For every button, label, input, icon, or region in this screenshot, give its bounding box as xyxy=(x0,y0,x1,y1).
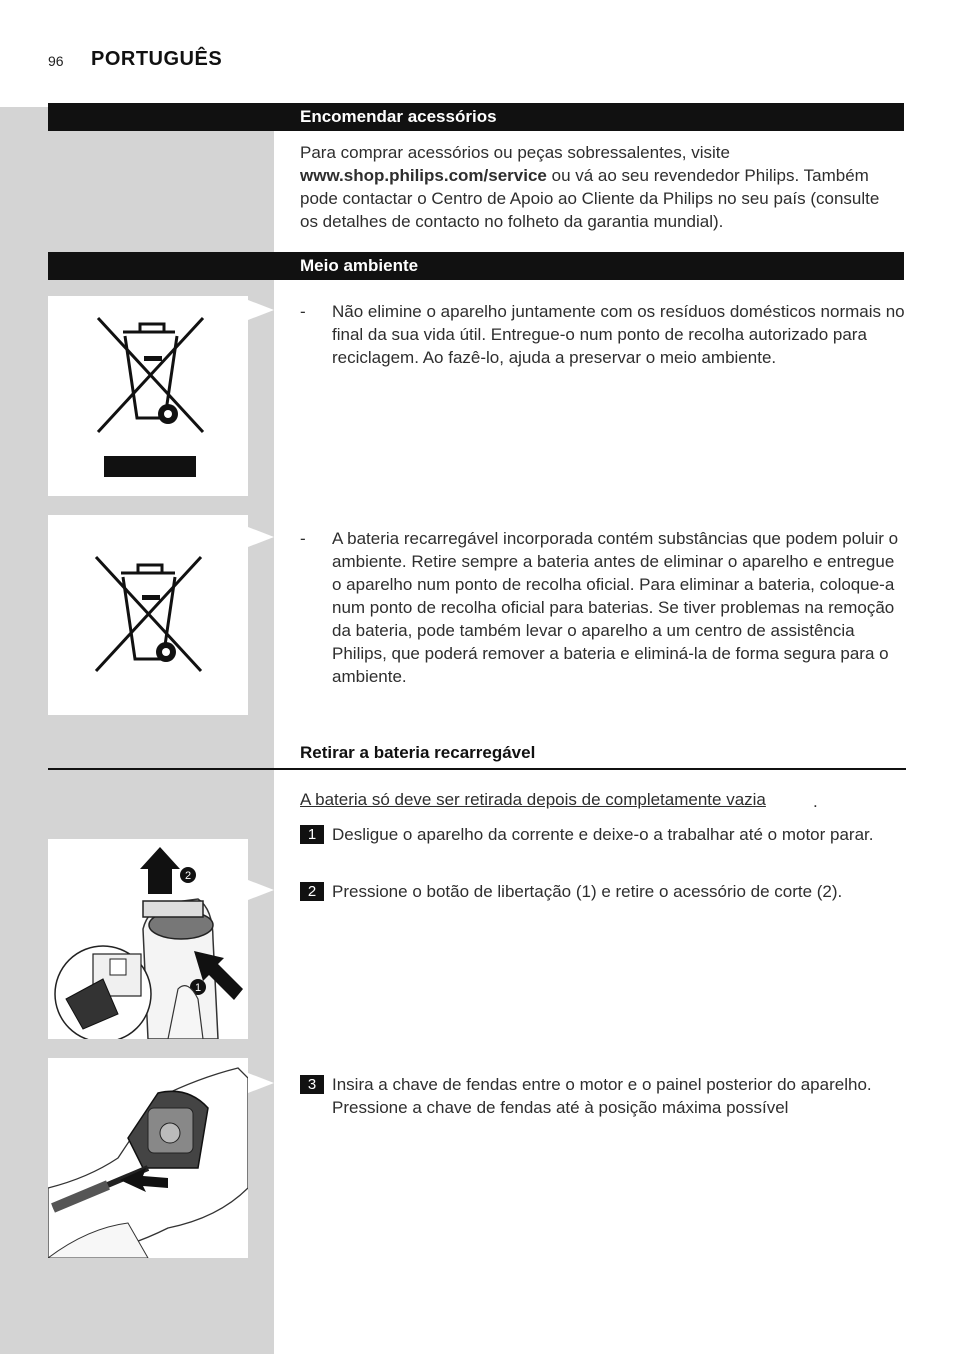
environment-bullet-1 xyxy=(300,300,907,369)
crossed-bin-icon xyxy=(48,296,248,496)
section-title-accessories: Encomendar acessórios xyxy=(300,107,497,126)
callout-1: 1 xyxy=(194,982,202,994)
page-number: 96 xyxy=(48,53,64,69)
image-pointer xyxy=(248,300,274,320)
section-bar-environment xyxy=(48,252,904,280)
screwdriver-illustration xyxy=(48,1058,248,1258)
note-text: A bateria só deve ser retirada depois de completamente vazia xyxy=(300,790,766,809)
step-1-text: Desligue o aparelho da corrente e deixe-o a trabalhar até o motor parar. xyxy=(332,825,874,844)
crossed-bin-with-bar-image xyxy=(48,296,248,496)
image-pointer xyxy=(248,880,274,900)
step-3-number: 3 xyxy=(300,1075,324,1094)
bullet-dash: - xyxy=(300,302,306,321)
bullet-1-text: Não elimine o aparelho juntamente com os resíduos domésticos normais no final da sua vida útil. Entregue-o num ponto de recolha autorizado para reciclagem. Ao fazê-lo, ajuda a preservar o meio ambiente. xyxy=(332,302,905,367)
section-title-environment: Meio ambiente xyxy=(300,256,419,275)
image-pointer xyxy=(248,527,274,547)
step-2-number: 2 xyxy=(300,882,324,901)
bullet-dash: - xyxy=(300,529,306,548)
step-3-text: Insira a chave de fendas entre o motor e o painel posterior do aparelho. Pressione a chave de fendas até à posição máxima possível xyxy=(332,1075,872,1117)
step-1 xyxy=(300,823,906,846)
crossed-bin-image xyxy=(48,515,248,715)
battery-note xyxy=(300,790,766,810)
note-period: . xyxy=(813,792,818,811)
image-pointer xyxy=(248,1073,274,1093)
accessories-text-start: Para comprar acessórios ou peças sobressalentes, visite xyxy=(300,143,730,162)
language-heading: PORTUGUÊS xyxy=(91,48,223,70)
bullet-2-text: A bateria recarregável incorporada contém substâncias que podem poluir o ambiente. Retire sempre a bateria antes de eliminar o aparelho e entregue o aparelho num ponto de recolha oficial. Para eliminar a bateria, coloque-a num ponto de recolha oficial para baterias. Se tiver problemas na remoção da bateria, pode também levar o aparelho a um centro de assistência Philips, que poderá remover a bateria e eliminá-la de forma segura para o ambiente. xyxy=(332,529,899,686)
release-cutter-illustration xyxy=(48,839,248,1039)
accessories-text-end: ou vá ao seu revendedor Philips. Também pode contactar o Centro de Apoio ao Cliente da Philips no seu país (consulte os detalhes de contacto no folheto da garantia mundial). xyxy=(300,166,880,231)
callout-2: 2 xyxy=(184,870,192,882)
shaver-release-illustration xyxy=(48,839,248,1039)
screwdriver-insert-illustration xyxy=(48,1058,248,1258)
section-bar-accessories xyxy=(48,103,904,131)
step-1-number: 1 xyxy=(300,825,324,844)
accessories-paragraph xyxy=(300,141,900,233)
shop-link[interactable]: www.shop.philips.com/service xyxy=(300,166,547,185)
crossed-bin-icon xyxy=(48,515,248,715)
step-2 xyxy=(300,880,906,903)
section-rule xyxy=(48,768,906,770)
battery-section-title: Retirar a bateria recarregável xyxy=(300,743,536,762)
step-2-text: Pressione o botão de libertação (1) e retire o acessório de corte (2). xyxy=(332,882,843,901)
environment-bullet-2 xyxy=(300,527,907,688)
step-3 xyxy=(300,1073,906,1119)
